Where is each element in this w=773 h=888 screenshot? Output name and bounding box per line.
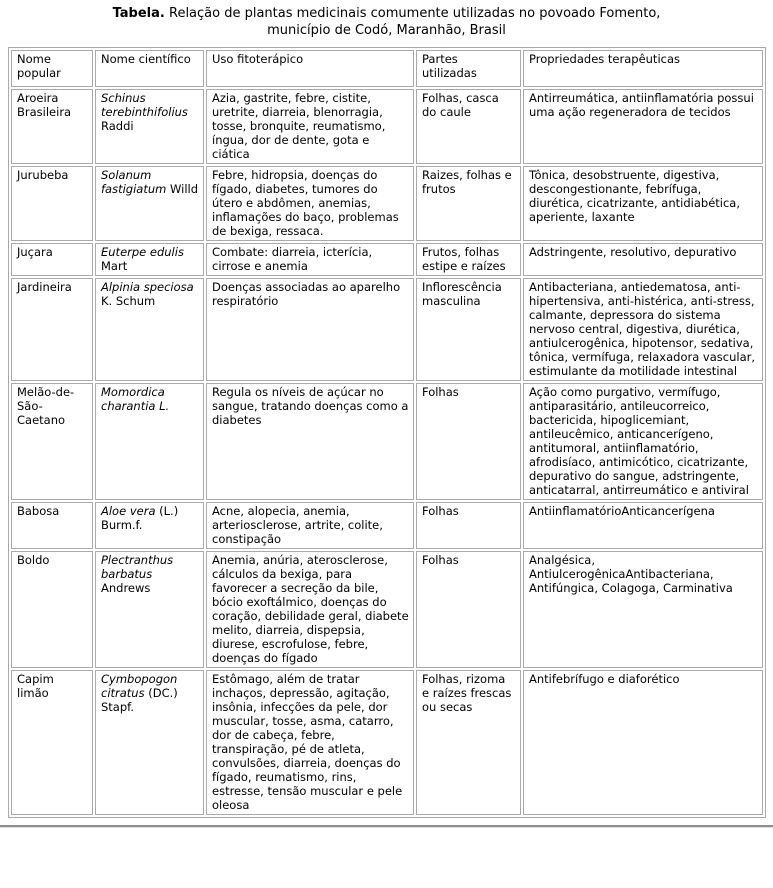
caption-line-1	[0, 5, 773, 22]
cell-nome-cientifico	[95, 551, 204, 668]
cell-partes-utilizadas: Inflorescência masculina	[416, 278, 521, 381]
table-header	[11, 50, 763, 87]
scientific-name: Alpinia speciosa	[101, 280, 194, 294]
cell-uso-fitoterapico: Acne, alopecia, anemia, arteriosclerose, artrite, colite, constipação	[206, 502, 414, 549]
cell-uso-fitoterapico: Regula os níveis de açúcar no sangue, tratando doenças como a diabetes	[206, 383, 414, 500]
cell-propriedades: Tônica, desobstruente, digestiva, descongestionante, febrífuga, diurética, cicatrizante, antidiabética, aperiente, laxante	[523, 166, 763, 241]
cell-propriedades: AntiinflamatórioAnticancerígena	[523, 502, 763, 549]
table-row	[11, 551, 763, 668]
cell-nome-popular: Babosa	[11, 502, 93, 549]
cell-partes-utilizadas: Folhas, rizoma e raízes frescas ou secas	[416, 670, 521, 815]
scientific-name: Aloe vera	[101, 504, 156, 518]
author-name: Raddi	[101, 119, 134, 133]
cell-uso-fitoterapico: Estômago, além de tratar inchaços, depressão, agitação, insônia, infecções da pele, dor muscular, tosse, asma, catarro, dor de cabeça, febre, transpiração, pé de atleta, convulsões, diarreia, doenças do fígado, reumatismo, rins, estresse, tensão muscular e pele oleosa	[206, 670, 414, 815]
cell-nome-popular: Jardineira	[11, 278, 93, 381]
cell-partes-utilizadas: Folhas	[416, 383, 521, 500]
cell-partes-utilizadas: Folhas, casca do caule	[416, 89, 521, 164]
cell-nome-popular: Melão-de-São-Caetano	[11, 383, 93, 500]
author-name: Willd	[166, 182, 199, 196]
cell-nome-popular: Juçara	[11, 243, 93, 276]
cell-partes-utilizadas: Raizes, folhas e frutos	[416, 166, 521, 241]
caption-line-2: município de Codó, Maranhão, Brasil	[267, 23, 506, 38]
table-row	[11, 89, 763, 164]
table-row	[11, 278, 763, 381]
cell-nome-cientifico	[95, 278, 204, 381]
col-header-uso-fitoterapico: Uso fitoterápico	[206, 50, 414, 87]
table-row	[11, 670, 763, 815]
cell-nome-cientifico	[95, 670, 204, 815]
cell-partes-utilizadas: Folhas	[416, 551, 521, 668]
scientific-name: Momordica charantia L.	[101, 385, 170, 413]
caption-text: Relação de plantas medicinais comumente utilizadas no povoado Fomento,	[169, 6, 661, 21]
cell-uso-fitoterapico: Febre, hidropsia, doenças do fígado, diabetes, tumores do útero e abdômen, anemias, inflamações do baço, problemas de bexiga, ressaca.	[206, 166, 414, 241]
cell-uso-fitoterapico: Doenças associadas ao aparelho respiratório	[206, 278, 414, 381]
cell-partes-utilizadas: Frutos, folhas estipe e raízes	[416, 243, 521, 276]
scientific-name: Cymbopogon citratus	[101, 672, 178, 700]
cell-propriedades: Analgésica, AntiulcerogênicaAntibacteriana, Antifúngica, Colagoga, Carminativa	[523, 551, 763, 668]
col-header-nome-popular: Nome popular	[11, 50, 93, 87]
cell-uso-fitoterapico: Combate: diarreia, icterícia, cirrose e anemia	[206, 243, 414, 276]
cell-nome-cientifico	[95, 243, 204, 276]
table-body	[11, 89, 763, 815]
cell-nome-cientifico	[95, 502, 204, 549]
scientific-name: Euterpe edulis	[101, 245, 184, 259]
cell-nome-cientifico	[95, 89, 204, 164]
author-name: (L.) Burm.f.	[101, 504, 179, 532]
table-row	[11, 383, 763, 500]
cell-nome-popular: Aroeira Brasileira	[11, 89, 93, 164]
cell-propriedades: Antibacteriana, antiedematosa, anti-hipertensiva, anti-histérica, anti-stress, calmante, depressora do sistema nervoso central, digestiva, diurética, antiulcerogênica, hipotensor, sedativa, tônica, vermífuga, relaxadora vascular, estimulante da motilidade intestinal	[523, 278, 763, 381]
col-header-partes-utilizadas: Partes utilizadas	[416, 50, 521, 87]
author-name: Mart	[101, 259, 128, 273]
caption-label: Tabela.	[112, 6, 165, 21]
cell-propriedades: Ação como purgativo, vermífugo, antiparasitário, antileucorreico, bactericida, hipoglicemiant, antileucêmico, anticancerígeno, antitumoral, antiinflamatório, afrodisíaco, antimicótico, cicatrizante, depurativo do sangue, adstringente, anticatarral, antirreumático e antiviral	[523, 383, 763, 500]
cell-nome-cientifico	[95, 166, 204, 241]
cell-uso-fitoterapico: Anemia, anúria, aterosclerose, cálculos da bexiga, para favorecer a secreção da bile, bócio exoftálmico, doenças do coração, debilidade geral, diabete melito, diarreia, dispepsia, diurese, escrofulose, febre, doenças do fígado	[206, 551, 414, 668]
cell-nome-popular: Jurubeba	[11, 166, 93, 241]
cell-propriedades: Antifebrífugo e diaforético	[523, 670, 763, 815]
cell-nome-cientifico	[95, 383, 204, 500]
bottom-rule	[0, 825, 773, 828]
table-caption	[0, 0, 773, 39]
author-name: K. Schum	[101, 294, 156, 308]
cell-propriedades: Antirreumática, antiinflamatória possui uma ação regeneradora de tecidos	[523, 89, 763, 164]
author-name: (DC.) Stapf.	[101, 686, 178, 714]
col-header-nome-cientifico: Nome científico	[95, 50, 204, 87]
scientific-name: Solanum fastigiatum	[101, 168, 167, 196]
table-row	[11, 502, 763, 549]
cell-nome-popular: Capim limão	[11, 670, 93, 815]
medicinal-plants-table	[8, 47, 766, 818]
col-header-propriedades: Propriedades terapêuticas	[523, 50, 763, 87]
scientific-name: Plectranthus barbatus	[101, 553, 174, 581]
cell-uso-fitoterapico: Azia, gastrite, febre, cistite, uretrite, diarreia, blenorragia, tosse, bronquite, reumatismo, íngua, dor de dente, gota e ciática	[206, 89, 414, 164]
cell-nome-popular: Boldo	[11, 551, 93, 668]
cell-partes-utilizadas: Folhas	[416, 502, 521, 549]
header-row	[11, 50, 763, 87]
author-name: Andrews	[101, 581, 151, 595]
table-row	[11, 243, 763, 276]
table-row	[11, 166, 763, 241]
scientific-name: Schinus terebinthifolius	[101, 91, 188, 119]
cell-propriedades: Adstringente, resolutivo, depurativo	[523, 243, 763, 276]
